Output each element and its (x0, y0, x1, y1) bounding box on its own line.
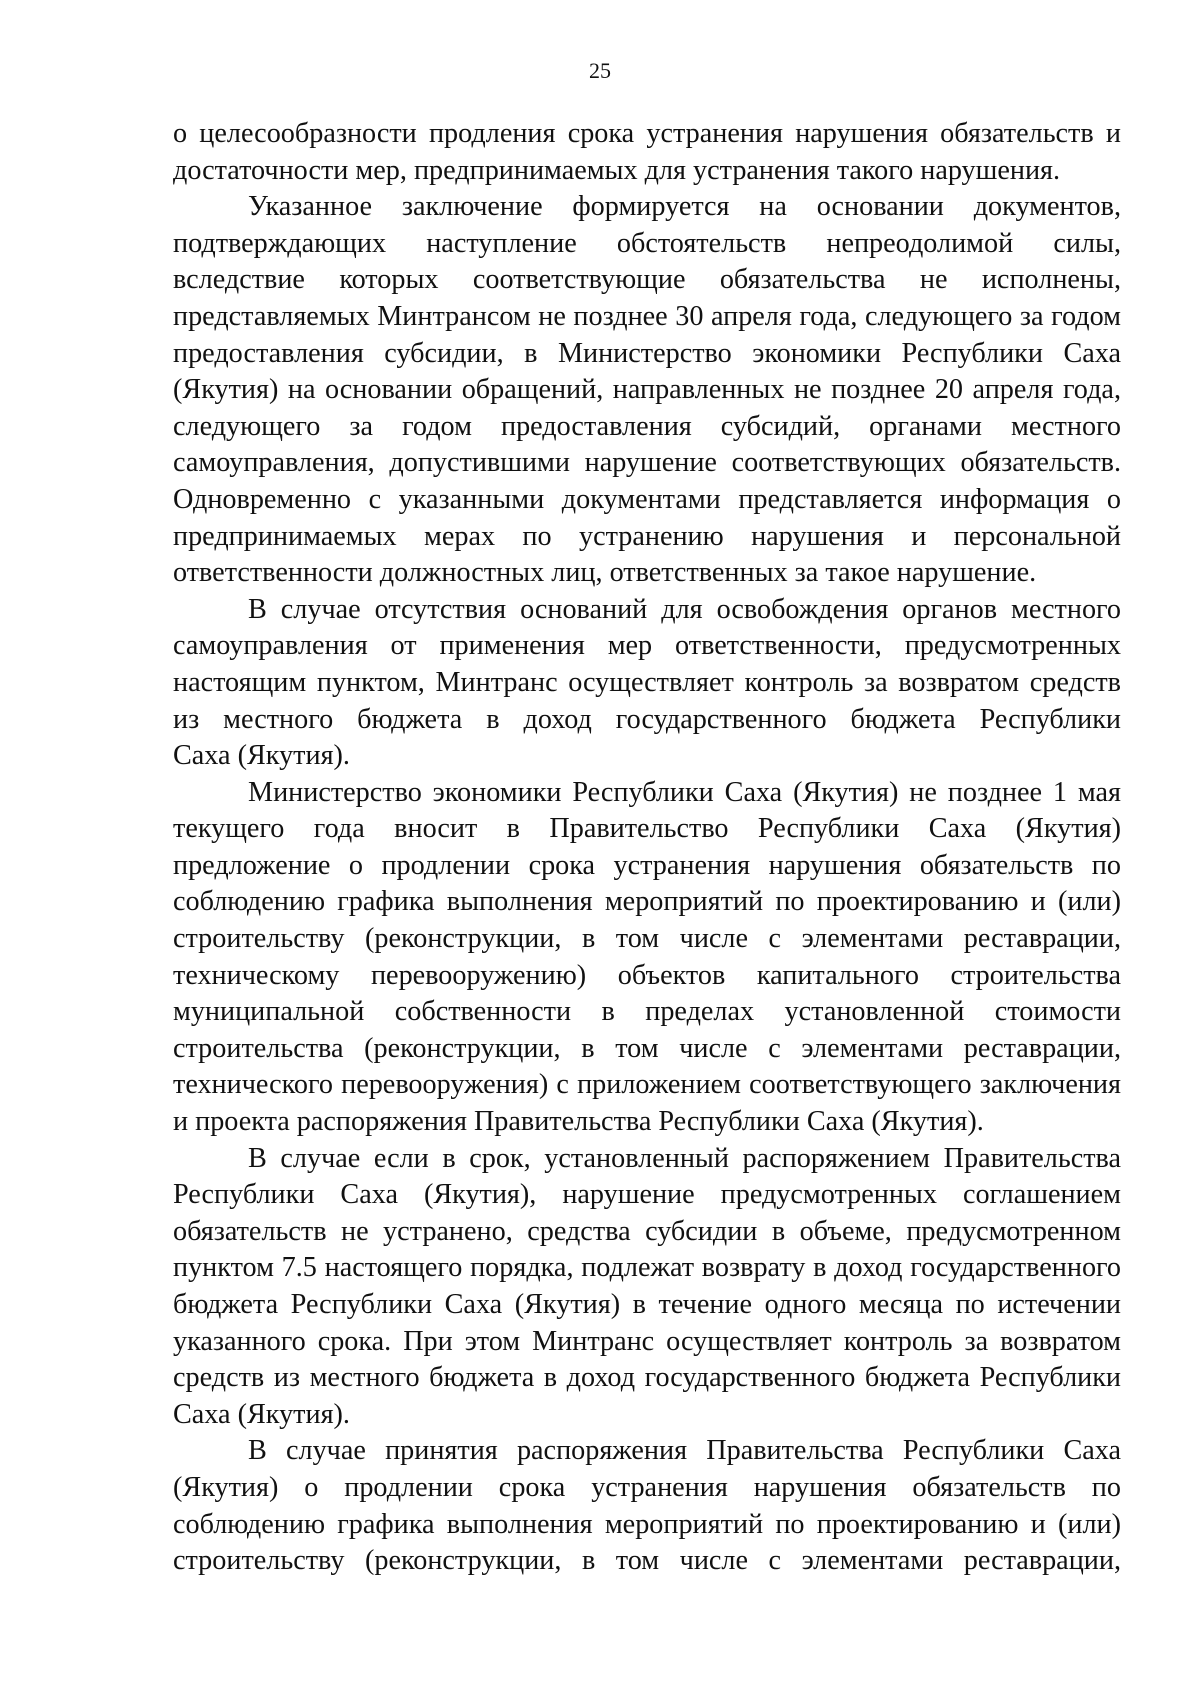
text-line: самоуправления от применения мер ответственности, предусмотренных (173, 630, 1121, 662)
text-line: техническому перевооружению) объектов капитального строительства (173, 959, 1121, 991)
text-line: В случае принятия распоряжения Правительства Республики Саха (248, 1435, 1121, 1467)
text-line: бюджета Республики Саха (Якутия) в течение одного месяца по истечении (173, 1289, 1121, 1320)
text-line: (Якутия) о продлении срока устранения нарушения обязательств по (173, 1471, 1121, 1503)
text-line: Саха (Якутия). (173, 740, 350, 772)
text-line: муниципальной собственности в пределах установленной стоимости (173, 996, 1121, 1028)
text-line: самоуправления, допустившими нарушение соответствующих обязательств. (173, 447, 1121, 479)
text-line: настоящим пунктом, Минтранс осуществляет контроль за возвратом средств (173, 666, 1121, 698)
text-line: предпринимаемых мерах по устранению нарушения и персональной (173, 520, 1121, 552)
text-line: Республики Саха (Якутия), нарушение предусмотренных соглашением (173, 1179, 1121, 1211)
text-line: Указанное заключение формируется на основании документов, (248, 191, 1121, 223)
text-line: вследствие которых соответствующие обязательства не исполнены, (173, 264, 1121, 296)
text-line: предложение о продлении срока устранения нарушения обязательств по (173, 849, 1121, 881)
text-line: В случае отсутствия оснований для освобождения органов местного (248, 593, 1121, 625)
text-line: технического перевооружения) с приложением соответствующего заключения (173, 1069, 1121, 1101)
text-line: средств из местного бюджета в доход государственного бюджета Республики (173, 1362, 1121, 1394)
document-body (173, 116, 1121, 1580)
text-line: Одновременно с указанными документами представляется информация о (173, 483, 1121, 515)
text-line: пунктом 7.5 настоящего порядка, подлежат возврату в доход государственного (173, 1252, 1121, 1284)
text-line: Саха (Якутия). (173, 1398, 350, 1430)
text-line: подтверждающих наступление обстоятельств непреодолимой силы, (173, 227, 1121, 259)
text-line: представляемых Минтрансом не позднее 30 апреля года, следующего за годом (173, 300, 1121, 332)
text-line: предоставления субсидии, в Министерство экономики Республики Саха (173, 337, 1121, 369)
text-line: В случае если в срок, установленный распоряжением Правительства (248, 1142, 1121, 1174)
text-line: соблюдению графика выполнения мероприятий по проектированию и (или) (173, 1508, 1121, 1540)
text-line: достаточности мер, предпринимаемых для устранения такого нарушения. (173, 154, 1061, 186)
text-line: и проекта распоряжения Правительства Республики Саха (Якутия). (173, 1106, 984, 1138)
text-line: строительства (реконструкции, в том числе с элементами реставрации, (173, 1032, 1121, 1064)
text-line: ответственности должностных лиц, ответственных за такое нарушение. (173, 557, 1037, 589)
page-number: 25 (589, 58, 611, 83)
text-line: строительству (реконструкции, в том числе с элементами реставрации, (173, 1545, 1121, 1577)
text-line: соблюдению графика выполнения мероприятий по проектированию и (или) (173, 886, 1121, 918)
text-line: (Якутия) на основании обращений, направленных не позднее 20 апреля года, (173, 374, 1121, 406)
text-line: из местного бюджета в доход государственного бюджета Республики (173, 703, 1121, 735)
text-line: текущего года вносит в Правительство Республики Саха (Якутия) (173, 813, 1121, 845)
text-line: строительству (реконструкции, в том числе с элементами реставрации, (173, 923, 1121, 955)
text-line: обязательств не устранено, средства субсидии в объеме, предусмотренном (173, 1215, 1121, 1247)
text-line: Министерство экономики Республики Саха (Якутия) не позднее 1 мая (248, 776, 1121, 808)
text-line: следующего за годом предоставления субсидий, органами местного (173, 410, 1121, 442)
text-line: указанного срока. При этом Минтранс осуществляет контроль за возвратом (173, 1325, 1121, 1357)
text-line: о целесообразности продления срока устранения нарушения обязательств и (173, 118, 1121, 149)
